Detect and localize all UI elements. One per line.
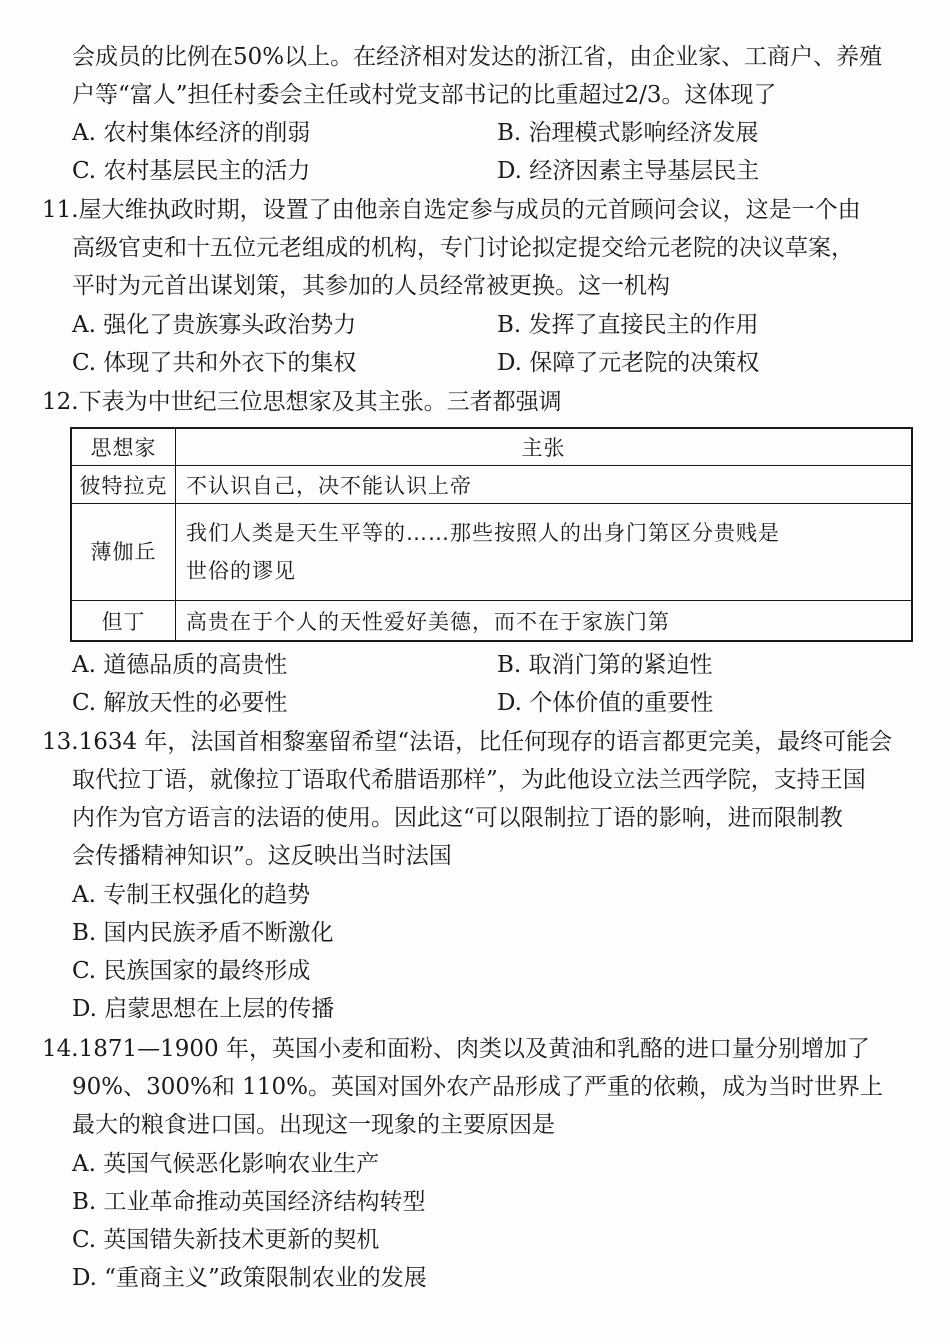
thinker-claim: 高贵在于个人的天性爱好美德，而不在于家族门第 <box>176 601 913 642</box>
q10-option-a[interactable]: A. 农村集体经济的削弱 <box>72 120 311 146</box>
q14-stem-line-1 <box>42 1030 912 1068</box>
q14-number: 14. <box>42 1036 79 1062</box>
thinker-claim: 不认识自己，决不能认识上帝 <box>176 466 913 504</box>
thinker-claim-line: 世俗的谬见 <box>186 559 296 583</box>
thinker-claim <box>176 504 913 601</box>
q14-option-b[interactable]: B. 工业革命推动英国经济结构转型 <box>72 1189 426 1215</box>
q13-option-c[interactable]: C. 民族国家的最终形成 <box>72 958 311 984</box>
q11-option-d[interactable]: D. 保障了元老院的决策权 <box>497 350 760 376</box>
q11-option-c[interactable]: C. 体现了共和外衣下的集权 <box>72 350 357 376</box>
q14-option-c[interactable]: C. 英国错失新技术更新的契机 <box>72 1227 380 1253</box>
q10-stem-line-2: 户等“富人”担任村委会主任或村党支部书记的比重超过2/3。这体现了 <box>72 82 777 108</box>
q14-stem-line-2: 90%、300%和 110%。英国对国外农产品形成了严重的依赖，成为当时世界上 <box>72 1074 883 1100</box>
q11-option-a[interactable]: A. 强化了贵族寡头政治势力 <box>72 312 357 338</box>
q11-stem-line-2: 高级官吏和十五位元老组成的机构，专门讨论拟定提交给元老院的决议草案， <box>72 235 854 261</box>
table-header-thinker: 思想家 <box>71 428 176 466</box>
table-header-row <box>71 428 912 466</box>
q13-stem-line-1 <box>42 723 912 761</box>
q13-option-d[interactable]: D. 启蒙思想在上层的传播 <box>72 996 335 1022</box>
q13-stem-text-1: 1634 年，法国首相黎塞留希望“法语，比任何现存的语言都更完美，最终可能会 <box>78 729 893 755</box>
q10-option-c[interactable]: C. 农村基层民主的活力 <box>72 158 311 184</box>
q11-number: 11. <box>42 197 79 223</box>
q10-stem-line-1: 会成员的比例在50%以上。在经济相对发达的浙江省，由企业家、工商户、养殖 <box>72 44 883 70</box>
q14-stem-line-3: 最大的粮食进口国。出现这一现象的主要原因是 <box>72 1112 555 1138</box>
q13-stem-line-2: 取代拉丁语，就像拉丁语取代希腊语那样”，为此他设立法兰西学院，支持王国 <box>72 767 866 793</box>
q13-number: 13. <box>42 729 79 755</box>
q14-option-a[interactable]: A. 英国气候恶化影响农业生产 <box>72 1151 380 1177</box>
thinker-name: 但丁 <box>71 601 176 642</box>
table-row <box>71 504 912 601</box>
q10-option-b[interactable]: B. 治理模式影响经济发展 <box>497 120 759 146</box>
q14-stem-text-1: 1871—1900 年，英国小麦和面粉、肉类以及黄油和乳酪的进口量分别增加了 <box>78 1036 870 1062</box>
q12-option-b[interactable]: B. 取消门第的紧迫性 <box>497 652 713 678</box>
q13-option-a[interactable]: A. 专制王权强化的趋势 <box>72 882 311 908</box>
q12-number: 12. <box>42 389 79 415</box>
table-row <box>71 466 912 504</box>
q14-option-d[interactable]: D. “重商主义”政策限制农业的发展 <box>72 1265 427 1291</box>
q13-option-b[interactable]: B. 国内民族矛盾不断激化 <box>72 920 334 946</box>
q13-stem-line-3: 内作为官方语言的法语的使用。因此这“可以限制拉丁语的影响，进而限制教 <box>72 805 843 831</box>
q12-option-a[interactable]: A. 道德品质的高贵性 <box>72 652 288 678</box>
q11-stem-text-1: 屋大维执政时期，设置了由他亲自选定参与成员的元首顾问会议，这是一个由 <box>78 197 861 223</box>
q12-option-c[interactable]: C. 解放天性的必要性 <box>72 690 288 716</box>
q12-option-d[interactable]: D. 个体价值的重要性 <box>497 690 714 716</box>
thinker-name: 彼特拉克 <box>71 466 176 504</box>
thinkers-table <box>70 427 913 642</box>
q13-stem-line-4: 会传播精神知识”。这反映出当时法国 <box>72 843 452 869</box>
q12-stem-line-1 <box>42 383 912 421</box>
q12-stem-text-1: 下表为中世纪三位思想家及其主张。三者都强调 <box>78 389 562 415</box>
q10-option-d[interactable]: D. 经济因素主导基层民主 <box>497 158 760 184</box>
q11-stem-line-1 <box>42 191 912 229</box>
q11-stem-line-3: 平时为元首出谋划策，其参加的人员经常被更换。这一机构 <box>72 273 670 299</box>
thinker-claim-line: 我们人类是天生平等的……那些按照人的出身门第区分贵贱是 <box>186 521 780 545</box>
table-row <box>71 601 912 642</box>
q11-option-b[interactable]: B. 发挥了直接民主的作用 <box>497 312 759 338</box>
table-header-claim: 主张 <box>176 428 913 466</box>
thinker-name: 薄伽丘 <box>71 504 176 601</box>
